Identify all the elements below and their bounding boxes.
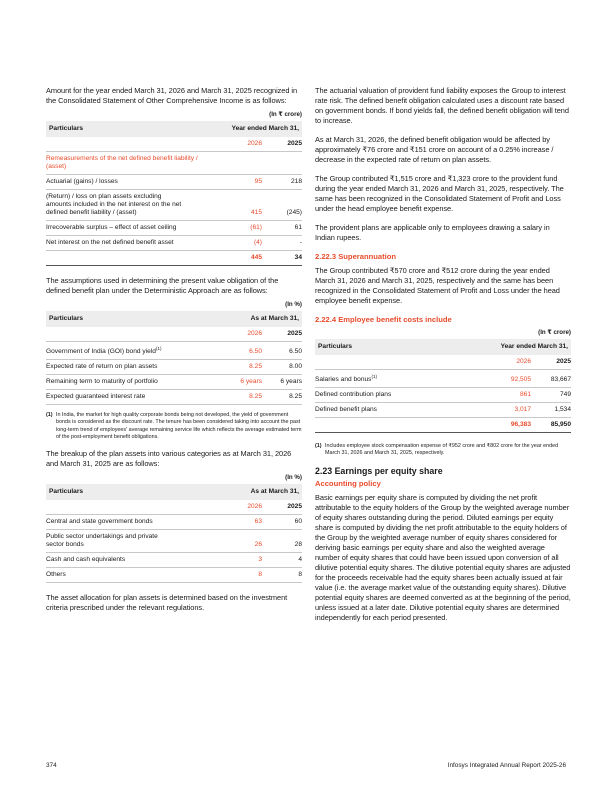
table-row: (Return) / loss on plan assets excluding amounts included in the net interest on the net defined benefit liability / (asset) 415 (245) xyxy=(46,190,302,221)
assumptions-table xyxy=(46,311,302,405)
table-subheading: Remeasurements of the net defined benefit liability / (asset) xyxy=(46,152,302,175)
table-row: Public sector undertakings and private sector bonds 26 28 xyxy=(46,530,302,553)
assumptions-intro-text: The assumptions used in determining the present value obligation of the defined benefit plan under the Deterministic Approach are as follows: xyxy=(46,276,279,295)
table-row: Expected rate of return on plan assets 8.25 8.00 xyxy=(46,360,302,375)
provident-applicability-text: The provident plans are applicable only to employees drawing a salary in Indian rupees. xyxy=(315,223,550,242)
year-2025: 2025 xyxy=(262,137,302,152)
eps-policy-text: Basic earnings per equity share is computed by dividing the net profit attributable to the equity holders of the Group by the weighted average number of equity shares outstanding during the period. Diluted earnings per equity share is computed by dividing the net profit attributable to the equity holders of the Group by the weighted average number of equity shares considered for deriving basic earnings per equity share and also the weighted average number of equity shares that could have been issued upon conversion of all dilutive potential equity shares. The dilutive potential equity shares are adjusted for the proceeds receivable had the equity shares been actually issued at fair value (i.e. the average market value of the outstanding equity shares). Dilutive potential equity shares are deemed converted as at the beginning of the period, unless issued at a later date. Dilutive potential equity shares are determined independently for each period presented. xyxy=(315,492,571,622)
table2-unit: (In %) xyxy=(285,301,302,308)
table-row: Central and state government bonds 63 60 xyxy=(46,515,302,530)
table-total-row: 96,383 85,950 xyxy=(315,418,571,433)
sensitivity-text: As at March 31, 2026, the defined benefit obligation would be affected by approximately ₹76 crore and ₹151 crore on account of a 0.25% increase / decrease in the expected rate of return on plan assets. xyxy=(315,135,554,164)
employee-benefit-table xyxy=(315,339,571,433)
table4-unit: (In ₹ crore) xyxy=(538,329,571,336)
table-row: Irrecoverable surplus – effect of asset ceiling (61) 61 xyxy=(46,221,302,236)
years-row xyxy=(46,137,302,152)
table-header-row: Particulars As at March 31, xyxy=(46,311,302,327)
table-row: Salaries and bonus$^{(1)}$ 92,505 83,667 xyxy=(315,370,571,388)
provident-contribution-text: The Group contributed ₹1,515 crore and ₹1,323 crore to the provident fund during the year ended March 31, 2026 and March 31, 2025, respectively. The same has been recognized in the Consolidated Statement of Profit and Loss under the head employee benefit expense. xyxy=(315,174,564,213)
footnote: (1) Includes employee stock compensation expense of ₹952 crore and ₹802 crore for the year ended March 31, 2026 and March 31, 2025, respectively. xyxy=(315,443,559,457)
employee-benefit-heading: 2.22.4 Employee benefit costs include xyxy=(315,315,452,324)
header-period: Year ended March 31, xyxy=(222,121,302,137)
page-number: 374 xyxy=(46,762,57,769)
table-row: Others 8 8 xyxy=(46,568,302,583)
header-particulars: Particulars xyxy=(46,121,222,137)
years-row: 2026 2025 xyxy=(46,327,302,342)
table-header-row: Particulars Year ended March 31, xyxy=(315,339,571,355)
breakup-intro-text: The breakup of the plan assets into various categories as at March 31, 2026 and March 31, 2025 are as follows: xyxy=(46,449,292,469)
superannuation-text: The Group contributed ₹570 crore and ₹512 crore during the year ended March 31, 2026 and March 31, 2025, respectively and the same has been recognized in the Consolidated Statement of Profit and Loss under the head employee benefit expense. xyxy=(315,266,560,305)
oci-table xyxy=(46,121,302,266)
table-header-row: Particulars As at March 31, xyxy=(46,484,302,500)
table-row: Government of India (GOI) bond yield$^{(1)}$ 6.50 6.50 xyxy=(46,342,302,360)
table-total-row: 445 34 xyxy=(46,251,302,266)
oci-intro-text: Amount for the year ended March 31, 2026 and March 31, 2025 recognized in the Consolidated Statement of Other Comprehensive Income is as follows: xyxy=(46,86,298,105)
right-column xyxy=(315,86,571,632)
interest-risk-text: The actuarial valuation of provident fund liability exposes the Group to interest rate risk. The defined benefit obligation calculated uses a discount rate based on government bonds. If bond yields fall, the defined benefit obligation will tend to increase. xyxy=(315,86,569,125)
table1-unit: (In ₹ crore) xyxy=(269,111,302,118)
left-column xyxy=(46,86,302,622)
accounting-policy-heading: Accounting policy xyxy=(315,478,381,488)
table3-unit: (In %) xyxy=(285,474,302,482)
superannuation-heading: 2.22.3 Superannuation xyxy=(315,252,397,261)
table-header-row xyxy=(46,121,302,137)
years-row: 2026 2025 xyxy=(315,355,571,370)
table-row: Remaining term to maturity of portfolio 6 years 6 years xyxy=(46,375,302,390)
plan-assets-table xyxy=(46,484,302,583)
asset-allocation-text: The asset allocation for plan assets is determined based on the investment criteria prescribed under the relevant regulations. xyxy=(46,593,288,613)
years-row: 2026 2025 xyxy=(46,500,302,515)
table-row: Actuarial (gains) / losses 95 218 xyxy=(46,175,302,190)
table-row: Defined contribution plans 861 749 xyxy=(315,388,571,403)
eps-heading: 2.23 Earnings per equity share xyxy=(315,465,443,476)
table-row: Net interest on the net defined benefit asset (4) - xyxy=(46,236,302,251)
year-2026: 2026 xyxy=(222,137,262,152)
table-row: Expected guaranteed interest rate 8.25 8.25 xyxy=(46,390,302,405)
footnote: (1) In India, the market for high quality corporate bonds being not developed, the yield of government bonds is considered as the discount rate. The tenure has been considered taking into account the past long-term trend of employees' average remaining service life which reflects the average estimated term of the post-employment benefit obligations. xyxy=(46,412,302,441)
report-title: Infosys Integrated Annual Report 2025-26 xyxy=(447,762,566,769)
table-row: Cash and cash equivalents 3 4 xyxy=(46,553,302,568)
table-row: Defined benefit plans 3,017 1,534 xyxy=(315,403,571,418)
